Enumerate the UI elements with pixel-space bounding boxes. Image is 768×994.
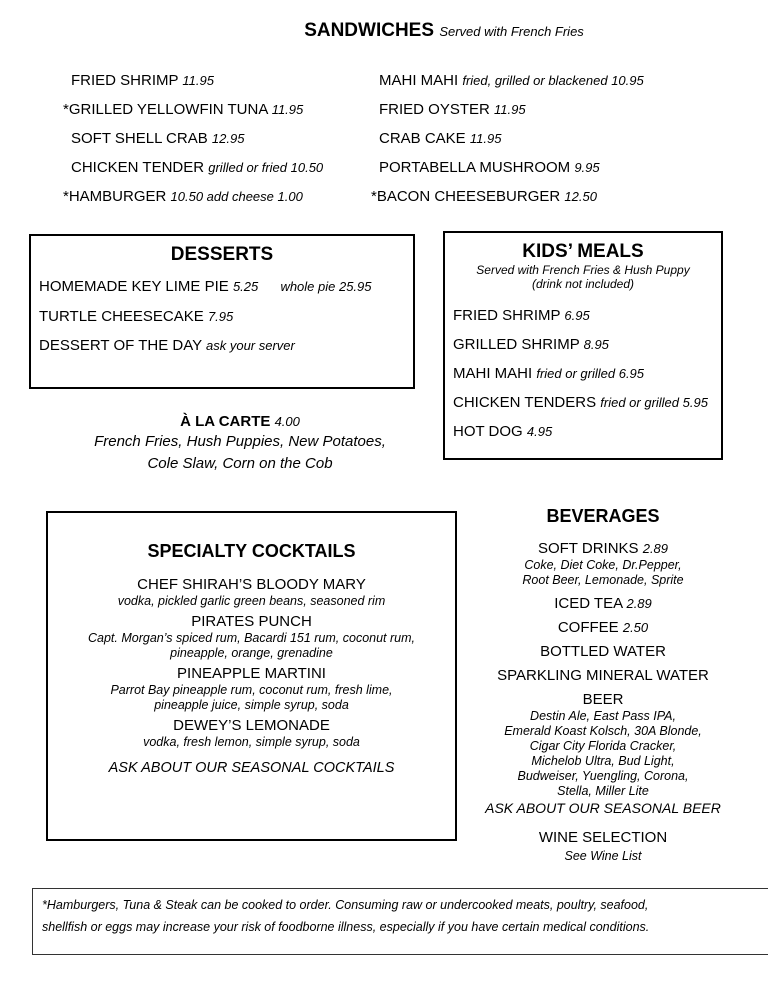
item-name: CHICKEN TENDERS: [453, 394, 597, 411]
a-la-carte-items: Cole Slaw, Corn on the Cob: [147, 455, 333, 472]
item-price: 12.50: [564, 189, 597, 204]
beer-list: Emerald Koast Kolsch, 30A Blonde,: [504, 724, 702, 738]
item-price: grilled or fried 10.50: [208, 160, 324, 175]
sandwiches-title: SANDWICHES: [304, 20, 435, 41]
item-price: 7.95: [207, 309, 234, 324]
beverage-item: [460, 539, 746, 558]
menu-item: [371, 101, 644, 130]
menu-item: [39, 308, 233, 325]
menu-item: [453, 336, 609, 353]
cocktail-desc: Capt. Morgan’s spiced rum, Bacardi 151 rum, coconut rum,: [88, 631, 415, 645]
item-price: ask your server: [206, 338, 295, 353]
item-price: 4.95: [526, 424, 553, 439]
item-price: 8.95: [583, 337, 609, 352]
menu-item: [63, 130, 323, 159]
a-la-carte-section: [40, 413, 440, 475]
beer-list: Cigar City Florida Cracker,: [529, 739, 677, 753]
item-price: 6.95: [564, 308, 590, 323]
item-price: 11.95: [271, 102, 304, 117]
item-name: *HAMBURGER: [63, 188, 167, 205]
desserts-title: DESSERTS: [170, 244, 274, 265]
disclaimer-line: shellfish or eggs may increase your risk of foodborne illness, especially if you have certain medical conditions.: [42, 920, 650, 934]
food-safety-disclaimer: [32, 888, 768, 955]
beverage-price: 2.89: [626, 596, 652, 611]
item-name: HOMEMADE KEY LIME PIE: [39, 278, 229, 295]
cocktail-item: [48, 576, 455, 609]
menu-item: [453, 307, 590, 324]
specialty-cocktails-box: [46, 511, 457, 841]
menu-item: [371, 72, 644, 101]
wine-note: See Wine List: [564, 849, 642, 863]
menu-item: [371, 188, 644, 217]
kids-title: KIDS’ MEALS: [522, 241, 644, 262]
sandwiches-left-column: [63, 72, 323, 217]
item-name: MAHI MAHI: [379, 72, 459, 89]
disclaimer-line: *Hamburgers, Tuna & Steak can be cooked to order. Consuming raw or undercooked meats, poultry, seafood,: [42, 898, 649, 912]
item-name: TURTLE CHEESECAKE: [39, 308, 204, 325]
item-name: GRILLED SHRIMP: [453, 336, 580, 353]
a-la-carte-title: À LA CARTE: [180, 413, 271, 430]
cocktails-title: SPECIALTY COCKTAILS: [147, 541, 356, 561]
item-name: HOT DOG: [453, 423, 523, 440]
beverages-section: [460, 506, 746, 864]
item-price: 9.95: [574, 160, 600, 175]
item-name: PORTABELLA MUSHROOM: [379, 159, 571, 176]
item-name: FRIED SHRIMP: [71, 72, 179, 89]
beer-list: Budweiser, Yuengling, Corona,: [517, 769, 689, 783]
item-price: fried or grilled 5.95: [600, 395, 708, 410]
item-price: 11.95: [494, 102, 526, 117]
item-name: FRIED OYSTER: [379, 101, 490, 118]
menu-item: [453, 423, 552, 440]
seasonal-cocktails-note: ASK ABOUT OUR SEASONAL COCKTAILS: [108, 760, 395, 776]
menu-item: [63, 72, 323, 101]
beer-list: Stella, Miller Lite: [557, 784, 649, 798]
beverages-title: BEVERAGES: [546, 506, 660, 526]
cocktail-item: [48, 717, 455, 750]
item-extra: whole pie 25.95: [280, 279, 372, 294]
beverage-item: BEER: [582, 691, 624, 708]
cocktail-item: [48, 665, 455, 713]
item-price: 10.50 add cheese 1.00: [170, 189, 303, 204]
sandwiches-right-column: [371, 72, 644, 217]
item-name: *GRILLED YELLOWFIN TUNA: [63, 101, 268, 118]
menu-item: [63, 188, 323, 217]
cocktail-desc: pineapple, orange, grenadine: [170, 646, 333, 660]
cocktail-name: PINEAPPLE MARTINI: [177, 665, 326, 682]
cocktail-name: CHEF SHIRAH’S BLOODY MARY: [137, 576, 366, 593]
kids-note: Served with French Fries & Hush Puppy: [476, 263, 690, 277]
beverage-name: ICED TEA: [554, 595, 623, 612]
menu-item: [371, 130, 644, 159]
beverage-item: WINE SELECTION: [538, 829, 668, 846]
beverage-price: 2.89: [642, 541, 669, 556]
a-la-carte-items: French Fries, Hush Puppies, New Potatoes,: [94, 433, 386, 450]
item-name: DESSERT OF THE DAY: [39, 337, 202, 354]
beverage-item: BOTTLED WATER: [540, 643, 666, 660]
menu-item: [39, 337, 295, 354]
kids-note: (drink not included): [531, 277, 635, 291]
cocktail-item: [48, 613, 455, 661]
beer-list: Michelob Ultra, Bud Light,: [531, 754, 675, 768]
item-price: 5.25: [232, 279, 259, 294]
cocktail-name: DEWEY’S LEMONADE: [173, 717, 330, 734]
item-name: CHICKEN TENDER: [71, 159, 205, 176]
item-price: 11.95: [182, 73, 214, 88]
menu-item: [453, 394, 708, 411]
item-price: fried or grilled 6.95: [536, 366, 645, 381]
menu-item: [453, 365, 644, 382]
item-price: 12.95: [211, 131, 245, 146]
beverage-item: SPARKLING MINERAL WATER: [497, 667, 709, 684]
a-la-carte-price: 4.00: [274, 414, 300, 429]
cocktail-desc: pineapple juice, simple syrup, soda: [154, 698, 349, 712]
item-price: fried, grilled or blackened 10.95: [462, 73, 644, 88]
item-name: MAHI MAHI: [453, 365, 533, 382]
item-name: FRIED SHRIMP: [453, 307, 561, 324]
cocktail-desc: vodka, pickled garlic green beans, seasoned rim: [117, 594, 386, 608]
item-name: SOFT SHELL CRAB: [71, 130, 208, 147]
menu-item: [371, 159, 644, 188]
beverage-item: [460, 618, 746, 637]
beverage-item: [460, 594, 746, 613]
item-name: *BACON CHEESEBURGER: [371, 188, 561, 205]
beverage-desc: Coke, Diet Coke, Dr.Pepper,: [524, 558, 682, 572]
item-price: 11.95: [469, 131, 502, 146]
cocktail-desc: vodka, fresh lemon, simple syrup, soda: [143, 735, 360, 749]
a-la-carte-heading: [40, 413, 440, 430]
desserts-box: [29, 234, 415, 389]
menu-item: [39, 278, 372, 295]
cocktail-name: PIRATES PUNCH: [191, 613, 312, 630]
beverage-desc: Root Beer, Lemonade, Sprite: [522, 573, 684, 587]
menu-item: [63, 159, 323, 188]
cocktail-desc: Parrot Bay pineapple rum, coconut rum, fresh lime,: [110, 683, 393, 697]
beverage-name: COFFEE: [557, 619, 619, 636]
beer-list: Destin Ale, East Pass IPA,: [530, 709, 676, 723]
sandwiches-subtitle: Served with French Fries: [439, 24, 584, 39]
sandwiches-heading: [0, 20, 768, 42]
beverage-name: SOFT DRINKS: [537, 540, 639, 557]
kids-meals-box: [443, 231, 723, 460]
beverage-price: 2.50: [622, 620, 649, 635]
item-name: CRAB CAKE: [379, 130, 466, 147]
menu-item: [63, 101, 323, 130]
seasonal-beer-note: ASK ABOUT OUR SEASONAL BEER: [485, 800, 721, 816]
